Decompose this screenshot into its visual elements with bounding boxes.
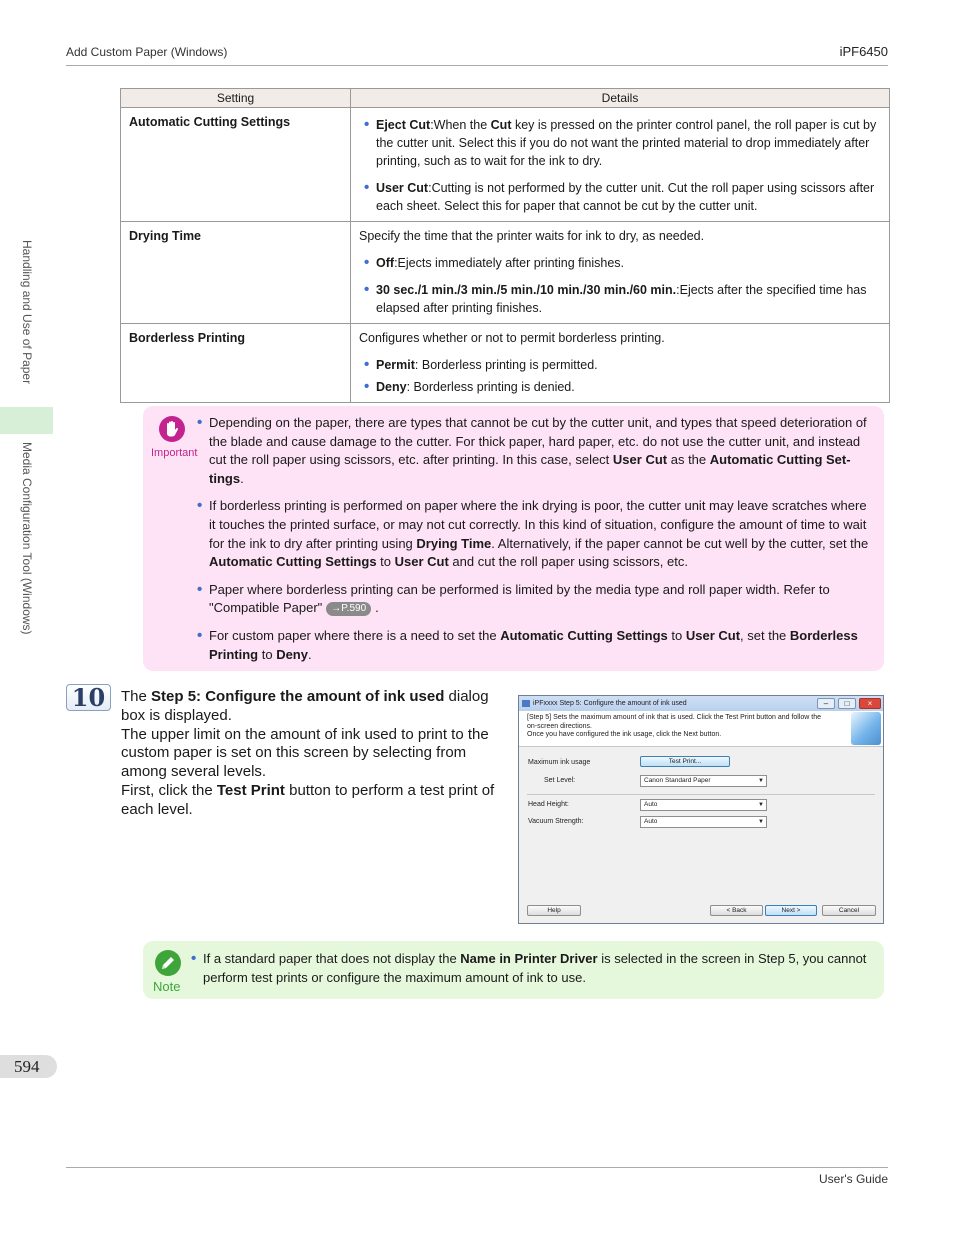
list-item: • Permit: Borderless printing is permitted.	[359, 356, 881, 374]
important-label: Important	[151, 447, 198, 459]
column-header-setting: Setting	[121, 89, 351, 108]
note-text: • If a standard paper that does not display the Name in Printer Driver is selected in the screen in Step 5, you cannot perform test prints or configure the maximum amount of ink to use.	[191, 949, 871, 987]
table-row	[121, 222, 890, 324]
dialog-screenshot	[518, 695, 884, 924]
test-print-button[interactable]: Test Print...	[640, 756, 730, 767]
page-number: 594	[0, 1055, 57, 1078]
list-item: • If borderless printing is performed on paper where the ink drying is poor, the cutter unit may leave scratches where it touches the printed surface, or may not cut correctly. In this kind of situation, configure the amount of time to wait for the ink to dry after printing using Drying Time. Alternatively, if the paper cannot be cut well by the cutter, set the Automatic Cutting Settings to User Cut and cut the roll paper using scissors, etc.	[197, 497, 873, 571]
side-tab-chapter: Handling and Use of Paper	[20, 240, 34, 385]
head-height-select[interactable]: Auto ▼	[640, 799, 767, 811]
list-item: • Eject Cut:When the Cut key is pressed on the printer control panel, the roll paper is cut by the cutter unit. Select this if you do not want the printed material to drop immediately after printing, such as to wait for the ink to dry.	[359, 116, 881, 170]
side-tab-marker	[0, 407, 53, 434]
note-box	[143, 941, 884, 999]
table-row	[121, 324, 890, 403]
dialog-separator	[527, 794, 875, 795]
head-height-label: Head Height:	[528, 801, 569, 808]
important-box	[143, 406, 884, 671]
maximize-icon[interactable]: □	[838, 698, 856, 709]
dropdown-arrow-icon: ▼	[758, 802, 764, 808]
dialog-description: [Step 5] Sets the maximum amount of ink that is used. Click the Test Print button and follow the on-screen directions.	[527, 714, 822, 730]
dropdown-arrow-icon: ▼	[758, 819, 764, 825]
setting-name: Drying Time	[121, 222, 351, 324]
dialog-header	[519, 711, 883, 747]
set-level-label: Set Level:	[544, 777, 576, 784]
vacuum-strength-label: Vacuum Strength:	[528, 818, 584, 825]
settings-table	[120, 88, 890, 403]
max-ink-usage-label: Maximum ink usage	[528, 759, 591, 766]
list-item: • User Cut:Cutting is not performed by the cutter unit. Cut the roll paper using scissors after each sheet. Select this for paper that cannot be cut by the cutter unit.	[359, 179, 881, 215]
pencil-icon	[155, 950, 181, 976]
dialog-description-next: Once you have configured the ink usage, click the Next button.	[527, 731, 722, 738]
vacuum-strength-select[interactable]: Auto ▼	[640, 816, 767, 828]
setting-name: Borderless Printing	[121, 324, 351, 403]
setting-details	[351, 108, 890, 222]
list-item: • Deny: Borderless printing is denied.	[359, 378, 881, 396]
setting-name: Automatic Cutting Settings	[121, 108, 351, 222]
header-rule	[66, 65, 888, 66]
help-button[interactable]: Help	[527, 905, 581, 916]
printer-app-icon	[522, 700, 530, 707]
list-item: • For custom paper where there is a need to set the Automatic Cutting Settings to User Cut, set the Borderless Printing to Deny.	[197, 627, 873, 664]
next-button[interactable]: Next >	[765, 905, 817, 916]
important-list	[197, 414, 873, 673]
page-reference-link[interactable]: →P.590	[326, 602, 371, 616]
running-header-model: iPF6450	[839, 44, 888, 59]
list-item: • Paper where borderless printing can be performed is limited by the media type and roll paper width. Refer to "Compatible Paper" →P.590 .	[197, 581, 873, 618]
hand-stop-icon	[159, 416, 185, 442]
close-icon[interactable]: ×	[859, 698, 881, 709]
running-header-section: Add Custom Paper (Windows)	[66, 45, 228, 59]
cancel-button[interactable]: Cancel	[822, 905, 876, 916]
side-tab-section: Media Configuration Tool (Windows)	[20, 442, 34, 635]
dialog-title: iPFxxxx Step 5: Configure the amount of ink used	[533, 700, 687, 707]
list-item: • Off:Ejects immediately after printing finishes.	[359, 254, 881, 272]
footer-rule	[66, 1167, 888, 1168]
note-label: Note	[153, 979, 181, 994]
table-row	[121, 108, 890, 222]
list-item: • 30 sec./1 min./3 min./5 min./10 min./30 min./60 min.:Ejects after the specified time has elapsed after printing finishes.	[359, 281, 881, 317]
dropdown-arrow-icon: ▼	[758, 778, 764, 784]
header-graphic	[851, 712, 881, 745]
list-item: • Depending on the paper, there are types that cannot be cut by the cutter unit, and types that speed deterioration of the blade and cause damage to the cutter. For thick paper, hard paper, etc. do not use the cutter unit, and instead cut the roll paper using scissors, etc. after printing. In this case, select User Cut as the Automatic Cutting Set-tings.	[197, 414, 873, 488]
column-header-details: Details	[351, 89, 890, 108]
dialog-title-bar	[519, 696, 883, 711]
back-button[interactable]: < Back	[710, 905, 763, 916]
set-level-select[interactable]: Canon Standard Paper ▼	[640, 775, 767, 787]
minimize-icon[interactable]: –	[817, 698, 835, 709]
step-instructions: The Step 5: Configure the amount of ink used dialog box is displayed. The upper limit on the amount of ink used to print to the custom paper is set on this screen by selecting from among several levels. First, click the Test Print button to perform a test print of each level.	[121, 688, 495, 818]
setting-details: Configures whether or not to permit borderless printing. • Permit: Borderless printing is permitted. • Deny: Borderless printing is denied.	[351, 324, 890, 403]
step-number: 10	[66, 684, 111, 711]
setting-details: Specify the time that the printer waits for ink to dry, as needed. • Off:Ejects immediately after printing finishes. • 30 sec./1 min./3 min./5 min./10 min./30 min./60 min.:Ejects after the specified time has elapsed after printing finishes.	[351, 222, 890, 324]
footer-guide-title: User's Guide	[819, 1172, 888, 1186]
